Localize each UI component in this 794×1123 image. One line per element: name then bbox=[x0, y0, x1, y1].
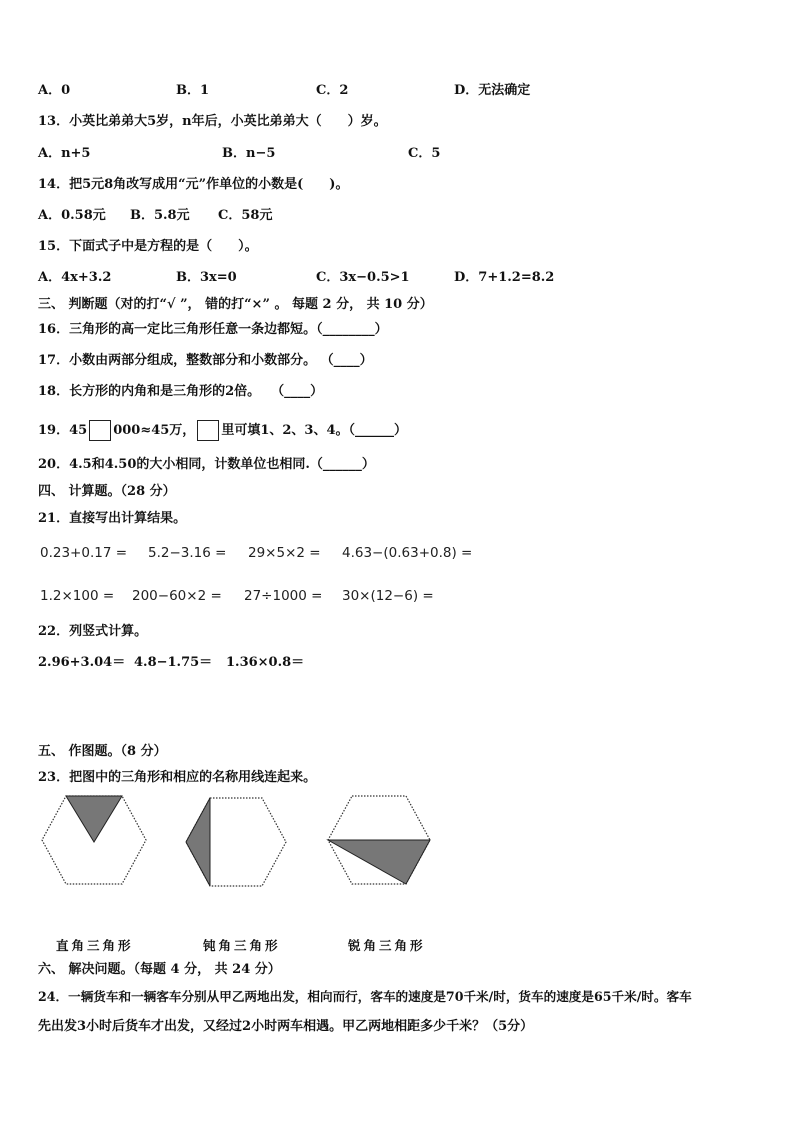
q21-stem: 21．直接写出计算结果。 bbox=[38, 511, 187, 526]
q19-part1: 19．45 bbox=[38, 423, 88, 438]
q24-line-1: 24．一辆货车和一辆客车分别从甲乙两地出发，相向而行，客车的速度是70千米/时，货车的速度是65千米/时。客车 bbox=[38, 989, 692, 1004]
q13-option-b: B．n−5 bbox=[222, 146, 276, 161]
q12-option-d: D．无法确定 bbox=[454, 83, 531, 98]
q13-option-a: A．n+5 bbox=[38, 146, 91, 161]
q19-blank-box-1[interactable] bbox=[89, 420, 111, 441]
q12-option-a: A．0 bbox=[38, 83, 71, 98]
q24-line-2: 先出发3小时后货车才出发，又经过2小时两车相遇。甲乙两地相距多少千米？（5分） bbox=[38, 1019, 534, 1034]
label-acute-triangle: 锐角三角形 bbox=[348, 938, 426, 953]
q19-part2: 000≈45万， bbox=[113, 423, 196, 438]
q21-expr-8: 30×(12−6) = bbox=[342, 588, 434, 604]
label-obtuse-triangle: 钝角三角形 bbox=[203, 938, 281, 953]
q15-option-d: D．7+1.2=8.2 bbox=[454, 270, 555, 285]
q22-item-1: 2.96+3.04＝ bbox=[38, 655, 126, 670]
q22-item-2: 4.8−1.75＝ bbox=[134, 655, 213, 670]
obtuse-triangle-shape bbox=[186, 798, 210, 886]
q21-expr-3: 29×5×2 = bbox=[248, 545, 321, 561]
section-5-heading: 五、 作图题。（8 分） bbox=[38, 744, 167, 759]
q14-stem: 14．把5元8角改写成用“元”作单位的小数是( )。 bbox=[38, 177, 349, 192]
q13-option-c: C．5 bbox=[408, 146, 441, 161]
q15-option-c: C．3x−0.5>1 bbox=[316, 270, 410, 285]
q21-expr-2: 5.2−3.16 = bbox=[148, 545, 227, 561]
q22-item-3: 1.36×0.8＝ bbox=[226, 655, 305, 670]
right-triangle-shape bbox=[66, 796, 122, 842]
q18-text: 18．长方形的内角和是三角形的2倍。 （____） bbox=[38, 384, 324, 399]
q12-option-b: B．1 bbox=[176, 83, 210, 98]
q19-text bbox=[38, 420, 407, 441]
q22-stem: 22．列竖式计算。 bbox=[38, 624, 148, 639]
q15-option-b: B．3x=0 bbox=[176, 270, 237, 285]
q20-text: 20．4.5和4.50的大小相同，计数单位也相同.（______） bbox=[38, 457, 375, 472]
q21-expr-5: 1.2×100 = bbox=[40, 588, 115, 604]
q19-blank-box-2[interactable] bbox=[197, 420, 219, 441]
q15-stem: 15．下面式子中是方程的是（ ）。 bbox=[38, 239, 258, 254]
acute-triangle-shape bbox=[328, 840, 430, 884]
q16-text: 16．三角形的高一定比三角形任意一条边都短。（________） bbox=[38, 322, 388, 337]
q21-expr-6: 200−60×2 = bbox=[132, 588, 222, 604]
q17-text: 17．小数由两部分组成，整数部分和小数部分。 （____） bbox=[38, 353, 373, 368]
q21-expr-7: 27÷1000 = bbox=[244, 588, 323, 604]
q19-part3: 里可填1、2、3、4。（______） bbox=[221, 423, 407, 438]
hexagon-figure-right-triangle bbox=[40, 794, 148, 886]
q14-option-c: C．58元 bbox=[218, 208, 273, 223]
section-6-heading: 六、 解决问题。（每题 4 分， 共 24 分） bbox=[38, 962, 281, 977]
q14-option-a: A．0.58元 bbox=[38, 208, 106, 223]
section-3-heading: 三、 判断题（对的打“√ ”， 错的打“×” 。 每题 2 分， 共 10 分） bbox=[38, 297, 433, 312]
q15-option-a: A．4x+3.2 bbox=[38, 270, 112, 285]
hexagon-figure-obtuse-triangle bbox=[184, 796, 288, 888]
q14-option-b: B．5.8元 bbox=[130, 208, 190, 223]
q21-expr-4: 4.63−(0.63+0.8) = bbox=[342, 545, 473, 561]
q21-expr-1: 0.23+0.17 = bbox=[40, 545, 128, 561]
label-right-triangle: 直角三角形 bbox=[56, 938, 134, 953]
q23-stem: 23．把图中的三角形和相应的名称用线连起来。 bbox=[38, 770, 317, 785]
hexagon-figure-acute-triangle bbox=[326, 794, 432, 886]
section-4-heading: 四、 计算题。（28 分） bbox=[38, 484, 176, 499]
q12-option-c: C．2 bbox=[316, 83, 349, 98]
q13-stem: 13．小英比弟弟大5岁，n年后，小英比弟弟大（ ）岁。 bbox=[38, 114, 387, 129]
